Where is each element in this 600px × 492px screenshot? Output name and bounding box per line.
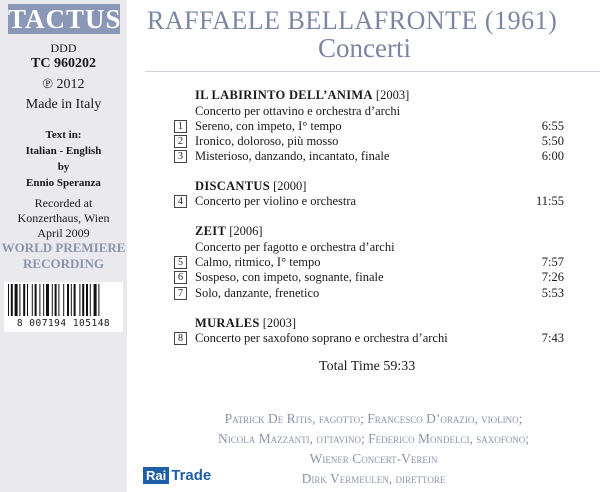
recorded-line-3: April 2009 [37, 226, 90, 240]
divider [145, 71, 600, 72]
work-year: [2003] [262, 316, 297, 330]
performer-line: Patrick De Ritis, fagotto; Francesco D’orazio, violino; [224, 411, 523, 426]
work-title: DISCANTUS [195, 179, 270, 193]
track-number: 6 [174, 271, 187, 284]
track-number: 2 [174, 135, 187, 148]
performer-line: Dirk Vermeulen, direttore [301, 471, 446, 486]
total-time: Total Time 59:33 [319, 359, 416, 374]
barcode-number: 8 007194 105148 [16, 318, 111, 329]
text-author: Ennio Speranza [26, 177, 101, 189]
performer-line: Wiener Concert-Verein [309, 451, 438, 466]
tactus-logo: TACTUS [8, 4, 122, 34]
track-title: Solo, danzante, frenetico [195, 286, 320, 300]
world-premiere-label [0, 240, 127, 272]
track-title: Concerto per violino e orchestra [195, 194, 357, 208]
track-number: 3 [174, 150, 187, 163]
track-duration: 5:53 [541, 286, 564, 300]
track-title: Concerto per saxofono soprano e orchestra d’archi [195, 331, 448, 345]
work-heading [195, 224, 263, 239]
track-row[interactable] [174, 286, 564, 302]
track-duration: 6:55 [541, 119, 564, 133]
ddd-label: DDD [50, 41, 77, 55]
track-duration: 7:57 [541, 255, 564, 269]
track-title: Misterioso, danzando, incantato, finale [195, 149, 390, 163]
track-row[interactable] [174, 331, 564, 347]
made-in-label: Made in Italy [25, 97, 102, 112]
track-row[interactable] [174, 255, 564, 271]
recorded-line-1: Recorded at [34, 196, 93, 210]
premiere-line-2: RECORDING [23, 256, 104, 271]
track-number: 1 [174, 120, 187, 133]
track-number: 7 [174, 287, 187, 300]
work-heading [195, 179, 306, 194]
work-heading [195, 316, 296, 331]
track-row[interactable] [174, 270, 564, 286]
text-in-line: Text in: [45, 129, 82, 141]
track-number: 8 [174, 332, 187, 345]
track-number: 4 [174, 195, 187, 208]
track-title: Ironico, doloroso, più mosso [195, 134, 339, 148]
track-title: Calmo, ritmico, I° tempo [195, 255, 321, 269]
premiere-line-1: WORLD PREMIERE [1, 240, 126, 255]
text-languages: Italian - English [25, 145, 102, 157]
album-subtitle: Concerti [318, 33, 411, 63]
track-title: Sospeso, con impeto, sognante, finale [195, 270, 384, 284]
track-row[interactable] [174, 149, 564, 165]
text-by: by [57, 161, 70, 173]
text-credits [0, 127, 127, 191]
barcode-bars [6, 284, 121, 318]
track-duration: 5:50 [541, 134, 564, 148]
work-year: [2006] [229, 224, 263, 238]
info-sidebar [0, 0, 127, 492]
rai-trade-logo [143, 467, 211, 485]
work-title: IL LABIRINTO DELL’ANIMA [195, 88, 373, 102]
composer-name: RAFFAELE BELLAFRONTE (1961) [147, 6, 558, 35]
catalog-number: TC 960202 [31, 56, 96, 71]
phonogram-year: ℗ 2012 [42, 77, 85, 92]
track-row[interactable] [174, 134, 564, 150]
track-duration: 7:26 [541, 270, 564, 284]
work-description: Concerto per ottavino e orchestra d’archi [195, 104, 401, 118]
track-title: Sereno, con impeto, I° tempo [195, 119, 342, 133]
track-number: 5 [174, 256, 187, 269]
work-year: [2000] [273, 179, 307, 193]
track-row[interactable] [174, 119, 564, 135]
performer-line: Nicola Mazzanti, ottavino; Federico Mondelci, saxofono; [218, 431, 529, 446]
track-row[interactable] [174, 194, 564, 210]
work-heading [195, 88, 409, 103]
recording-info [0, 196, 127, 241]
work-title: MURALES [195, 316, 260, 330]
rai-logo-text: Trade [171, 467, 212, 484]
track-duration: 7:43 [541, 331, 564, 345]
work-title: ZEIT [195, 224, 227, 238]
track-duration: 11:55 [535, 194, 564, 208]
rai-logo-box: Rai [143, 467, 169, 484]
work-year: [2003] [375, 88, 410, 102]
recorded-line-2: Konzerthaus, Wien [17, 211, 110, 225]
work-description: Concerto per fagotto e orchestra d’archi [195, 240, 395, 254]
track-duration: 6:00 [541, 149, 564, 163]
barcode [4, 282, 123, 332]
